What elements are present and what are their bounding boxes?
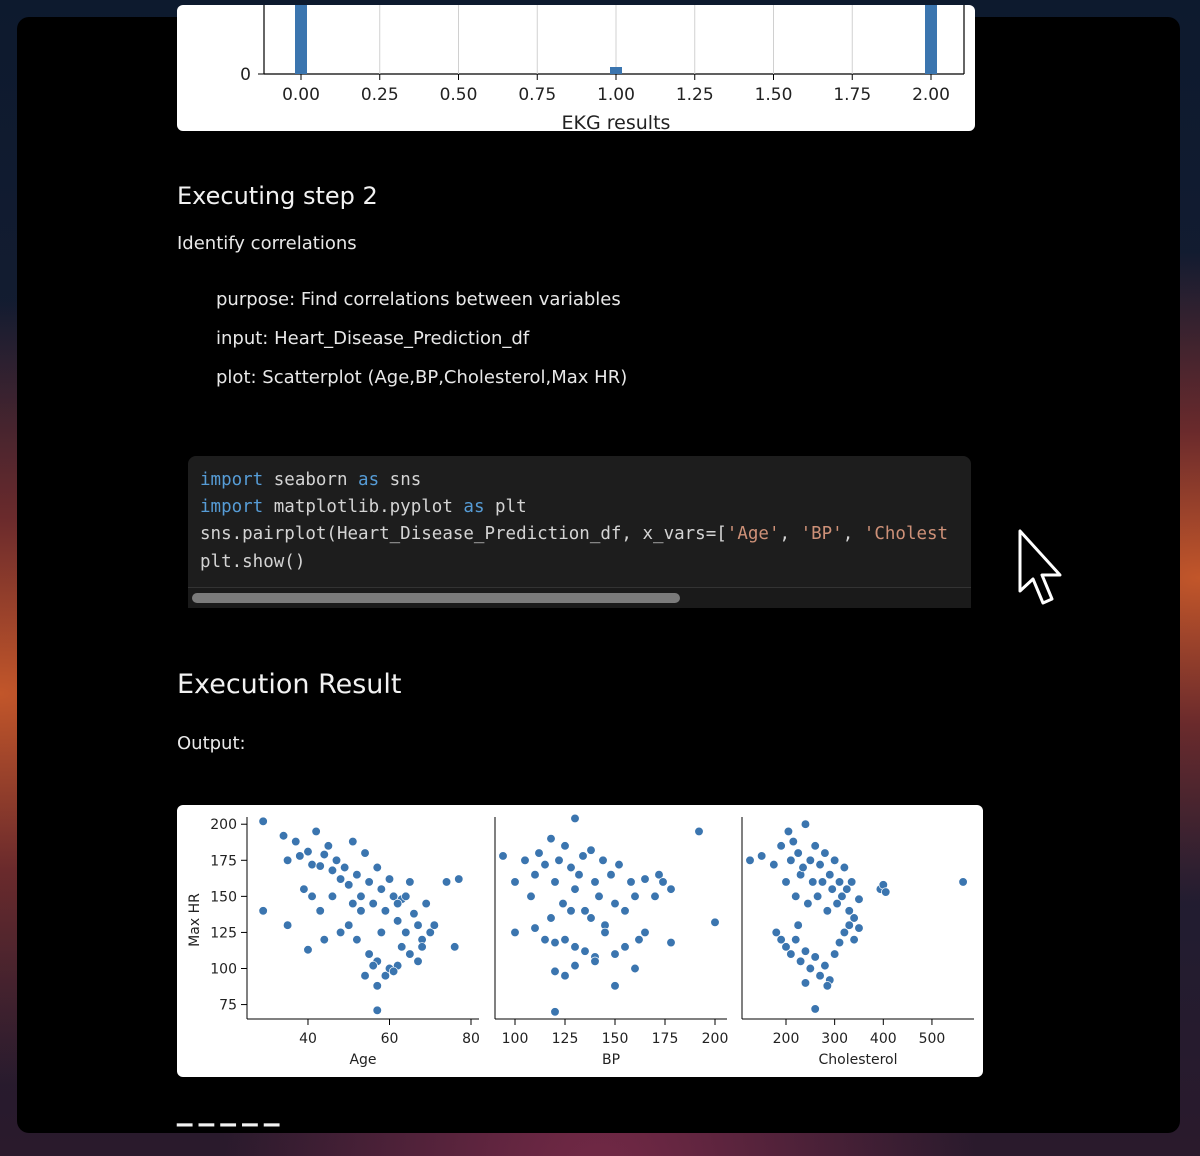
- scatter-point: [442, 878, 451, 887]
- scatter-point: [312, 827, 321, 836]
- pairplot-ylabel: Max HR: [187, 893, 203, 947]
- scatter-point: [296, 852, 305, 861]
- next-section-heading-cut: ▔ ▔ ▔ ▔ ▔: [177, 1123, 280, 1147]
- panel-xlabel: Cholesterol: [818, 1052, 898, 1068]
- scatter-point: [799, 863, 808, 872]
- scatter-point: [821, 961, 830, 970]
- notebook-content: [17, 17, 1180, 1147]
- scatter-point: [599, 856, 608, 865]
- hist-xlabel: EKG results: [561, 112, 671, 134]
- scatter-point: [627, 878, 636, 887]
- pairplot-card: [177, 805, 983, 1077]
- scatter-point: [667, 885, 676, 894]
- scatter-point: [791, 935, 800, 944]
- scatter-point: [381, 906, 390, 915]
- scatter-point: [621, 906, 630, 915]
- scatter-point: [587, 846, 596, 855]
- scatter-point: [353, 935, 362, 944]
- scatter-point: [587, 914, 596, 923]
- pairplot-chart: [177, 805, 983, 1077]
- scatter-point: [547, 914, 556, 923]
- hist-xtick-label: 1.50: [754, 85, 793, 105]
- hist-xtick-label: 0.50: [439, 85, 478, 105]
- pairplot-ytick-label: 200: [210, 817, 237, 834]
- pairplot-ytick-label: 175: [210, 853, 237, 870]
- scatter-point: [531, 924, 540, 933]
- scatter-point: [320, 850, 329, 859]
- code-scrollbar-thumb[interactable]: [192, 593, 680, 603]
- step-plot: plot: Scatterplot (Age,BP,Cholesterol,Max HR): [216, 367, 628, 388]
- scatter-point: [825, 870, 834, 879]
- scatter-point: [561, 935, 570, 944]
- scatter-point: [397, 943, 406, 952]
- scatter-point: [607, 870, 616, 879]
- scatter-point: [551, 967, 560, 976]
- scatter-point: [811, 842, 820, 851]
- scatter-point: [787, 950, 796, 959]
- scatter-point: [641, 928, 650, 937]
- scatter-point: [782, 878, 791, 887]
- scatter-point: [551, 938, 560, 947]
- scatter-point: [499, 852, 508, 861]
- scatter-point: [430, 921, 439, 930]
- code-line-2: import matplotlib.pyplot as plt: [200, 497, 527, 517]
- scatter-point: [279, 831, 288, 840]
- panel-xtick-label: 200: [701, 1031, 729, 1047]
- scatter-point: [291, 837, 300, 846]
- scatter-point: [757, 852, 766, 861]
- scatter-point: [813, 892, 822, 901]
- scatter-point: [450, 943, 459, 952]
- scatter-panel-bp: [495, 814, 728, 1068]
- scatter-point: [559, 899, 568, 908]
- scatter-point: [511, 878, 520, 887]
- scatter-point: [784, 827, 793, 836]
- step-subtitle: Identify correlations: [177, 233, 357, 254]
- scatter-point: [283, 856, 292, 865]
- scatter-point: [418, 943, 427, 952]
- panel-xtick-label: 200: [772, 1031, 800, 1047]
- scatter-point: [621, 943, 630, 952]
- scatter-point: [320, 935, 329, 944]
- scatter-point: [454, 875, 463, 884]
- scatter-point: [336, 875, 345, 884]
- scatter-point: [581, 906, 590, 915]
- hist-bar: [610, 67, 622, 74]
- scatter-point: [316, 862, 325, 871]
- scatter-point: [414, 921, 423, 930]
- scatter-point: [811, 1005, 820, 1014]
- histogram-card: [177, 5, 975, 134]
- scatter-point: [551, 878, 560, 887]
- scatter-point: [830, 950, 839, 959]
- scatter-point: [571, 814, 580, 823]
- scatter-point: [344, 881, 353, 890]
- scatter-point: [401, 892, 410, 901]
- scatter-point: [401, 928, 410, 937]
- panel-xlabel: BP: [601, 1052, 621, 1068]
- scatter-point: [259, 906, 268, 915]
- scatter-point: [555, 856, 564, 865]
- scatter-point: [511, 928, 520, 937]
- scatter-point: [551, 1007, 560, 1016]
- pairplot-ytick-label: 75: [219, 997, 237, 1014]
- panel-xtick-label: 175: [651, 1031, 679, 1047]
- scatter-point: [406, 878, 415, 887]
- scatter-point: [794, 849, 803, 858]
- scatter-point: [369, 899, 378, 908]
- hist-xtick-label: 0.25: [360, 85, 399, 105]
- scatter-point: [349, 899, 358, 908]
- step-input: input: Heart_Disease_Prediction_df: [216, 328, 530, 349]
- scatter-point: [531, 870, 540, 879]
- histogram-chart: [177, 5, 975, 134]
- scatter-point: [695, 827, 704, 836]
- scatter-point: [811, 953, 820, 962]
- scatter-point: [823, 982, 832, 991]
- scatter-point: [855, 924, 864, 933]
- scatter-point: [631, 964, 640, 973]
- scatter-point: [561, 842, 570, 851]
- scatter-point: [855, 895, 864, 904]
- scatter-point: [328, 892, 337, 901]
- scatter-point: [308, 860, 317, 869]
- scatter-point: [881, 888, 890, 897]
- scatter-point: [611, 950, 620, 959]
- code-line-3: sns.pairplot(Heart_Disease_Prediction_df, x_vars=['Age', 'BP', 'Cholest: [200, 524, 949, 544]
- scatter-point: [369, 961, 378, 970]
- scatter-point: [601, 928, 610, 937]
- scatter-point: [789, 837, 798, 846]
- scatter-point: [385, 875, 394, 884]
- scatter-point: [571, 885, 580, 894]
- scatter-point: [828, 885, 837, 894]
- scatter-point: [801, 979, 810, 988]
- panel-xtick-label: 150: [601, 1031, 629, 1047]
- scatter-point: [365, 950, 374, 959]
- panel-xtick-label: 400: [869, 1031, 897, 1047]
- scatter-point: [547, 834, 556, 843]
- panel-xtick-label: 100: [501, 1031, 529, 1047]
- scatter-point: [336, 928, 345, 937]
- scatter-point: [541, 935, 550, 944]
- scatter-point: [840, 863, 849, 872]
- scatter-point: [541, 860, 550, 869]
- scatter-point: [667, 938, 676, 947]
- scatter-point: [796, 957, 805, 966]
- scatter-point: [806, 856, 815, 865]
- scatter-point: [787, 856, 796, 865]
- code-scrollbar[interactable]: [188, 587, 971, 608]
- scatter-point: [823, 906, 832, 915]
- scatter-point: [791, 892, 800, 901]
- scatter-point: [746, 856, 755, 865]
- scatter-point: [410, 909, 419, 918]
- panel-xtick-label: 125: [551, 1031, 579, 1047]
- scatter-point: [373, 1006, 382, 1015]
- scatter-point: [581, 947, 590, 956]
- hist-ytick-label: 0: [240, 65, 251, 85]
- step-purpose: purpose: Find correlations between variables: [216, 289, 621, 310]
- scatter-point: [804, 899, 813, 908]
- scatter-point: [316, 906, 325, 915]
- hist-xtick-label: 1.00: [597, 85, 635, 105]
- scatter-point: [304, 847, 313, 856]
- scatter-point: [830, 856, 839, 865]
- scatter-point: [324, 842, 333, 851]
- scatter-point: [591, 878, 600, 887]
- pairplot-ytick-label: 125: [210, 925, 237, 942]
- panel-xtick-label: 80: [462, 1031, 480, 1047]
- step-title: Executing step 2: [177, 182, 378, 210]
- scatter-point: [641, 875, 650, 884]
- scatter-point: [332, 856, 341, 865]
- scatter-point: [806, 964, 815, 973]
- scatter-point: [711, 918, 720, 927]
- hist-xtick-label: 0.75: [518, 85, 557, 105]
- scatter-point: [567, 906, 576, 915]
- scatter-point: [818, 878, 827, 887]
- pairplot-ytick-label: 150: [210, 889, 237, 906]
- scatter-point: [816, 860, 825, 869]
- scatter-point: [835, 878, 844, 887]
- scatter-panel-age: [247, 817, 480, 1068]
- scatter-point: [521, 856, 530, 865]
- scatter-point: [816, 971, 825, 980]
- scatter-point: [353, 870, 362, 879]
- scatter-point: [304, 945, 313, 954]
- scatter-point: [414, 957, 423, 966]
- scatter-point: [361, 849, 370, 858]
- panel-xtick-label: 40: [299, 1031, 317, 1047]
- scatter-point: [357, 906, 366, 915]
- scatter-panel-cholesterol: [742, 817, 974, 1068]
- scatter-point: [575, 870, 584, 879]
- scatter-point: [808, 878, 817, 887]
- scatter-point: [615, 860, 624, 869]
- scatter-point: [365, 878, 374, 887]
- panel-xlabel: Age: [349, 1052, 377, 1068]
- panel-xtick-label: 500: [918, 1031, 946, 1047]
- scatter-point: [349, 837, 358, 846]
- scatter-point: [801, 947, 810, 956]
- scatter-point: [393, 917, 402, 926]
- scatter-point: [801, 820, 810, 829]
- scatter-point: [591, 957, 600, 966]
- scatter-point: [422, 899, 431, 908]
- scatter-point: [635, 935, 644, 944]
- scatter-point: [595, 892, 604, 901]
- execution-result-title: Execution Result: [177, 669, 402, 700]
- scatter-point: [535, 849, 544, 858]
- scatter-point: [579, 852, 588, 861]
- scatter-point: [959, 878, 968, 887]
- scatter-point: [300, 885, 309, 894]
- scatter-point: [393, 899, 402, 908]
- scatter-point: [344, 921, 353, 930]
- scatter-point: [845, 921, 854, 930]
- scatter-point: [340, 863, 349, 872]
- hist-bar: [925, 5, 937, 74]
- hist-xtick-label: 1.75: [833, 85, 872, 105]
- scatter-point: [611, 982, 620, 991]
- scatter-point: [406, 950, 415, 959]
- scatter-point: [821, 849, 830, 858]
- scatter-point: [770, 860, 779, 869]
- scatter-point: [377, 928, 386, 937]
- hist-bar: [295, 5, 307, 74]
- scatter-point: [571, 961, 580, 970]
- scatter-point: [659, 878, 668, 887]
- scatter-point: [259, 817, 268, 826]
- scatter-point: [631, 892, 640, 901]
- hist-xtick-label: 0.00: [282, 85, 320, 105]
- scatter-point: [373, 982, 382, 991]
- app-window: [17, 17, 1180, 1147]
- scatter-point: [389, 967, 398, 976]
- scatter-point: [527, 892, 536, 901]
- panel-xtick-label: 60: [380, 1031, 399, 1047]
- pairplot-ytick-label: 100: [210, 961, 237, 978]
- scatter-point: [835, 938, 844, 947]
- scatter-point: [850, 935, 859, 944]
- scatter-point: [308, 892, 317, 901]
- scatter-point: [567, 863, 576, 872]
- scatter-point: [328, 866, 337, 875]
- scatter-point: [611, 899, 620, 908]
- scatter-point: [361, 971, 370, 980]
- scatter-point: [561, 971, 570, 980]
- mouse-cursor-icon: [1010, 528, 1070, 610]
- scatter-point: [357, 892, 366, 901]
- scatter-point: [571, 943, 580, 952]
- scatter-point: [377, 885, 386, 894]
- scatter-point: [847, 878, 856, 887]
- hist-xtick-label: 2.00: [912, 85, 950, 105]
- code-block[interactable]: [188, 456, 971, 608]
- panel-xtick-label: 300: [821, 1031, 849, 1047]
- output-label: Output:: [177, 733, 246, 754]
- hist-xtick-label: 1.25: [675, 85, 714, 105]
- scatter-point: [651, 892, 660, 901]
- scatter-point: [373, 863, 382, 872]
- scatter-point: [283, 921, 292, 930]
- code-line-1: import seaborn as sns: [200, 470, 422, 490]
- code-line-4: plt.show(): [200, 552, 306, 572]
- scatter-point: [777, 842, 786, 851]
- scatter-point: [794, 921, 803, 930]
